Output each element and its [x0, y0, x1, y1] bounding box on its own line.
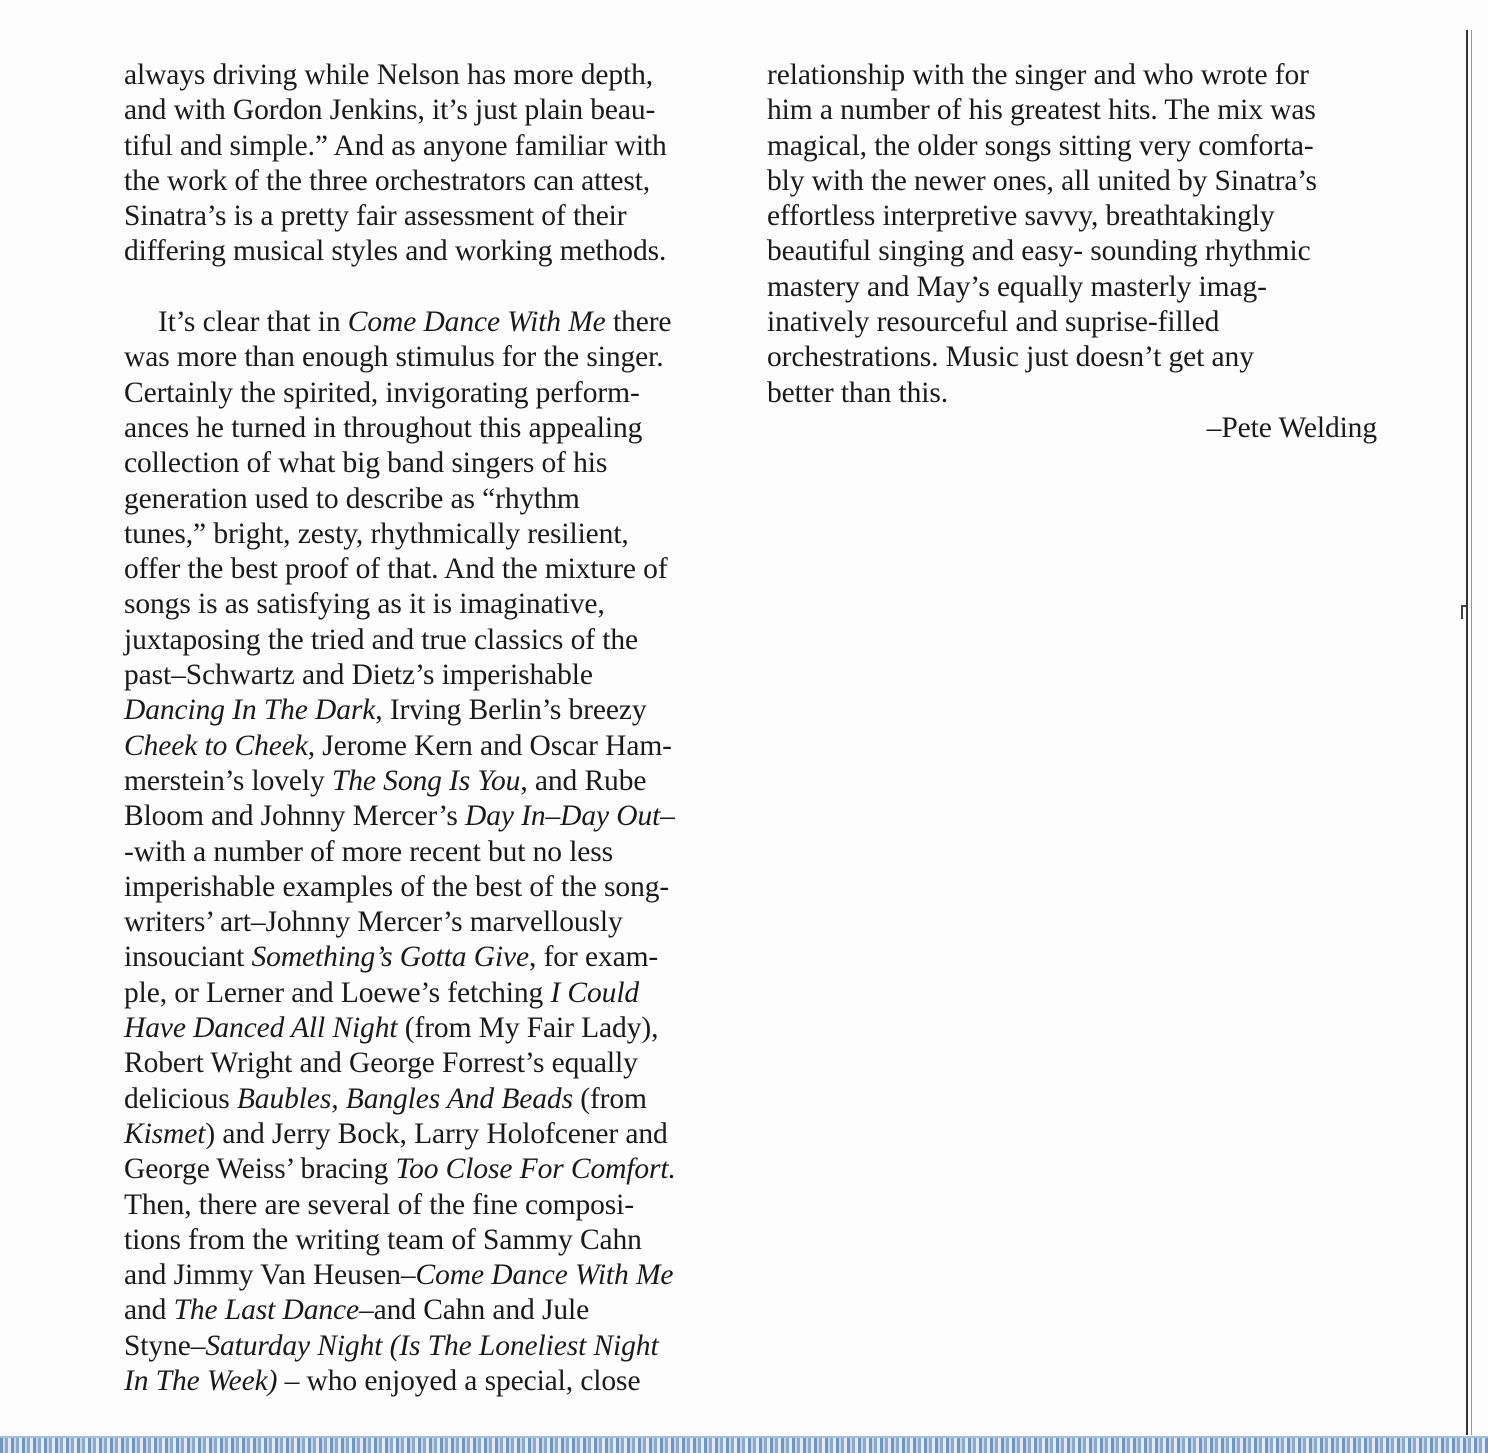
text-line: tions from the writing team of Sammy Cahn [124, 1223, 642, 1256]
text-line: collection of what big band singers of his [124, 447, 608, 480]
text-line: and The Last Dance–and Cahn and Jule [124, 1294, 590, 1327]
text-line: Sinatra’s is a pretty fair assessment of their [124, 200, 627, 233]
text-line: ple, or Lerner and Loewe’s fetching I Could [124, 976, 640, 1009]
text-line: generation used to describe as “rhythm [124, 482, 580, 515]
text-line: Have Danced All Night (from My Fair Lady), [124, 1012, 659, 1045]
text-line: -with a number of more recent but no less [124, 835, 614, 868]
song-title: The Last Dance [173, 1294, 360, 1327]
song-title: Too Close For Comfort. [395, 1153, 676, 1186]
text-line: past–Schwartz and Dietz’s imperishable [124, 659, 593, 692]
text-line: always driving while Nelson has more depth, [124, 59, 654, 91]
text-line: offer the best proof of that. And the mixture of [124, 553, 668, 586]
text-line: and Jimmy Van Heusen–Come Dance With Me [124, 1259, 674, 1292]
left-text-column [124, 58, 724, 1399]
text-line: tunes,” bright, zesty, rhythmically resilient, [124, 517, 629, 550]
text-line: and with Gordon Jenkins, it’s just plain beau- [124, 94, 656, 127]
crop-mark [1461, 605, 1466, 619]
song-title: Day In–Day Out [464, 800, 661, 833]
song-title: Saturday Night (Is The Loneliest Night [205, 1329, 659, 1362]
text-line: effortless interpretive savvy, breathtakingly [767, 200, 1275, 233]
page-edge-shadow [1471, 30, 1472, 1435]
song-title: Baubles, Bangles And Beads [236, 1082, 573, 1115]
text-line: Bloom and Johnny Mercer’s Day In–Day Out– [124, 800, 675, 833]
text-line: the work of the three orchestrators can attest, [124, 164, 651, 197]
song-title: The Song Is You [331, 764, 521, 797]
text-line: relationship with the singer and who wrote for [767, 59, 1309, 91]
song-title: Something’s Gotta Give [251, 941, 530, 974]
text-line: tiful and simple.” And as anyone familiar with [124, 129, 667, 162]
song-title: Cheek to Cheek [124, 729, 308, 762]
text-line: him a number of his greatest hits. The mix was [767, 94, 1316, 127]
text-line: Robert Wright and George Forrest’s equally [124, 1047, 638, 1080]
text-line: Certainly the spirited, invigorating perform- [124, 376, 640, 409]
text-line: bly with the newer ones, all united by Sinatra’s [767, 164, 1317, 197]
text-line: was more than enough stimulus for the singer. [124, 341, 664, 374]
song-title: In The Week) [124, 1364, 278, 1397]
text-line: writers’ art–Johnny Mercer’s marvellously [124, 906, 623, 939]
song-title: Have Danced All Night [124, 1012, 398, 1045]
author-signature: –Pete Welding [1206, 411, 1377, 444]
text-line: juxtaposing the tried and true classics of the [124, 623, 638, 656]
text-line: delicious Baubles, Bangles And Beads (from [124, 1082, 647, 1115]
text-line: magical, the older songs sitting very comforta- [767, 129, 1314, 162]
paragraph-gap [124, 270, 724, 305]
decorative-bottom-border [0, 1436, 1488, 1453]
text-line: In The Week) – who enjoyed a special, close [124, 1364, 641, 1397]
right-text-column [767, 58, 1387, 446]
text-line: Cheek to Cheek, Jerome Kern and Oscar Ham- [124, 729, 672, 762]
text-line: Then, there are several of the fine composi- [124, 1188, 634, 1221]
text-line: Dancing In The Dark, Irving Berlin’s breezy [124, 694, 647, 727]
text-line: mastery and May’s equally masterly imag- [767, 270, 1267, 303]
page-edge-line [1466, 30, 1468, 1435]
show-title: Kismet [124, 1117, 206, 1150]
text-line: Kismet) and Jerry Bock, Larry Holofcener and [124, 1117, 668, 1150]
text-line: insouciant Something’s Gotta Give, for exam- [124, 941, 659, 974]
text-line: inatively resourceful and suprise-filled [767, 306, 1220, 339]
text-line: better than this. [767, 376, 948, 409]
text-line: George Weiss’ bracing Too Close For Comfort. [124, 1153, 676, 1186]
text-line: merstein’s lovely The Song Is You, and Rube [124, 764, 647, 797]
text-line: It’s clear that in Come Dance With Me there [158, 306, 672, 339]
text-line: Styne–Saturday Night (Is The Loneliest Night [124, 1329, 659, 1362]
text-line: songs is as satisfying as it is imaginative, [124, 588, 605, 621]
text-line: imperishable examples of the best of the song- [124, 870, 670, 903]
song-title: I Could [550, 976, 640, 1009]
text-line: ances he turned in throughout this appealing [124, 411, 643, 444]
song-title: Dancing In The Dark [124, 694, 376, 727]
text-line: beautiful singing and easy- sounding rhythmic [767, 235, 1311, 268]
text-line: differing musical styles and working methods. [124, 235, 667, 268]
song-title: Come Dance With Me [415, 1259, 674, 1292]
text-line: orchestrations. Music just doesn’t get any [767, 341, 1254, 374]
album-title: Come Dance With Me [347, 306, 606, 339]
